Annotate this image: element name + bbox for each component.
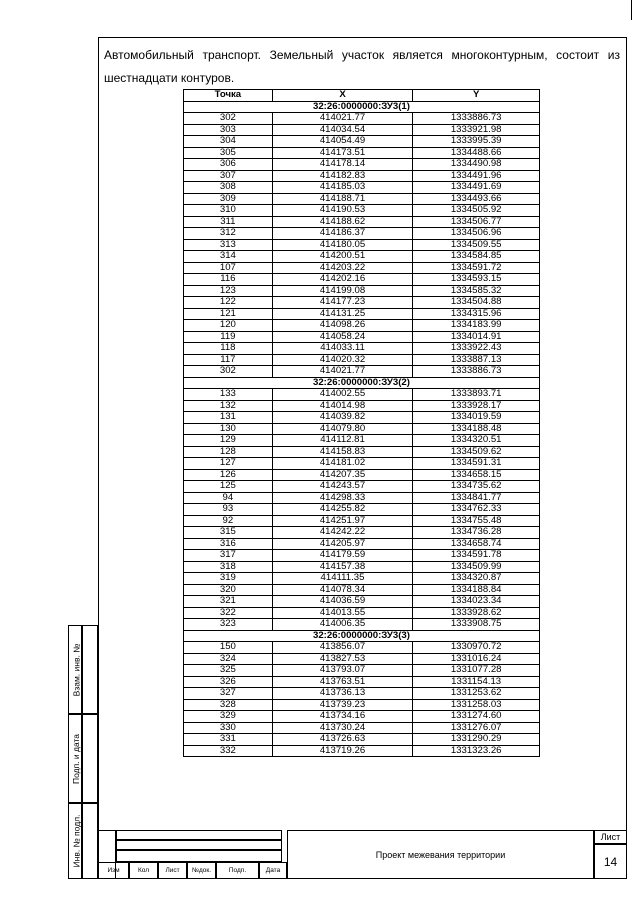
point-cell: 329 xyxy=(184,711,273,723)
table-row xyxy=(184,274,540,286)
point-cell: 331 xyxy=(184,734,273,746)
table-row xyxy=(184,251,540,263)
x-cell: 414298.33 xyxy=(272,492,413,504)
table-row xyxy=(184,596,540,608)
point-cell: 116 xyxy=(184,274,273,286)
point-cell: 129 xyxy=(184,435,273,447)
table-row xyxy=(184,722,540,734)
table-row xyxy=(184,515,540,527)
tb-label-izm: Изм xyxy=(98,862,129,879)
x-cell: 413730.24 xyxy=(272,722,413,734)
section-row xyxy=(184,101,540,113)
x-cell: 414021.77 xyxy=(272,113,413,125)
table-row xyxy=(184,527,540,539)
x-cell: 414182.83 xyxy=(272,170,413,182)
project-title: Проект межевания территории xyxy=(287,830,594,879)
point-cell: 327 xyxy=(184,688,273,700)
table-row xyxy=(184,331,540,343)
x-cell: 414111.35 xyxy=(272,573,413,585)
y-cell: 1331323.26 xyxy=(413,745,540,757)
table-row xyxy=(184,343,540,355)
x-cell: 413793.07 xyxy=(272,665,413,677)
header-point: Точка xyxy=(184,90,273,102)
x-cell: 414242.22 xyxy=(272,527,413,539)
x-cell: 414078.34 xyxy=(272,584,413,596)
tb-label-kol: Кол xyxy=(129,862,158,879)
table-row xyxy=(184,538,540,550)
y-cell: 1331253.62 xyxy=(413,688,540,700)
point-cell: 319 xyxy=(184,573,273,585)
x-cell: 413763.51 xyxy=(272,676,413,688)
point-cell: 302 xyxy=(184,113,273,125)
y-cell: 1334320.51 xyxy=(413,435,540,447)
point-cell: 322 xyxy=(184,607,273,619)
point-cell: 120 xyxy=(184,320,273,332)
point-cell: 310 xyxy=(184,205,273,217)
y-cell: 1334491.96 xyxy=(413,170,540,182)
x-cell: 414021.77 xyxy=(272,366,413,378)
table-row xyxy=(184,423,540,435)
point-cell: 325 xyxy=(184,665,273,677)
table-body xyxy=(184,101,540,757)
label-replace-inv: Взам. инв. № xyxy=(71,643,82,696)
x-cell: 414255.82 xyxy=(272,504,413,516)
y-cell: 1334841.77 xyxy=(413,492,540,504)
x-cell: 414173.51 xyxy=(272,147,413,159)
table-row xyxy=(184,239,540,251)
point-cell: 328 xyxy=(184,699,273,711)
x-cell: 414203.22 xyxy=(272,262,413,274)
x-cell: 414200.51 xyxy=(272,251,413,263)
x-cell: 414188.62 xyxy=(272,216,413,228)
table-row xyxy=(184,435,540,447)
x-cell: 414033.11 xyxy=(272,343,413,355)
intro-paragraph: Автомобильный транспорт. Земельный участок является многоконтурным, состоит из шестнадцати контуров. xyxy=(104,48,620,85)
header-x: X xyxy=(272,90,413,102)
table-row xyxy=(184,389,540,401)
stamp-cell-sign-date-value xyxy=(82,714,98,803)
y-cell: 1333908.75 xyxy=(413,619,540,631)
y-cell: 1334658.15 xyxy=(413,469,540,481)
y-cell: 1330970.72 xyxy=(413,642,540,654)
title-block xyxy=(98,830,627,879)
point-cell: 126 xyxy=(184,469,273,481)
x-cell: 414014.98 xyxy=(272,400,413,412)
y-cell: 1334023.34 xyxy=(413,596,540,608)
point-cell: 119 xyxy=(184,331,273,343)
table-row xyxy=(184,619,540,631)
x-cell: 413739.23 xyxy=(272,699,413,711)
point-cell: 305 xyxy=(184,147,273,159)
table-row xyxy=(184,412,540,424)
point-cell: 332 xyxy=(184,745,273,757)
y-cell: 1334585.32 xyxy=(413,285,540,297)
coordinates-table xyxy=(183,89,540,757)
y-cell: 1334019.59 xyxy=(413,412,540,424)
y-cell: 1334591.31 xyxy=(413,458,540,470)
point-cell: 125 xyxy=(184,481,273,493)
x-cell: 413726.63 xyxy=(272,734,413,746)
y-cell: 1334755.48 xyxy=(413,515,540,527)
table-row xyxy=(184,205,540,217)
y-cell: 1333928.17 xyxy=(413,400,540,412)
y-cell: 1334488.66 xyxy=(413,147,540,159)
point-cell: 330 xyxy=(184,722,273,734)
table-row xyxy=(184,228,540,240)
table-row xyxy=(184,147,540,159)
y-cell: 1334490.98 xyxy=(413,159,540,171)
x-cell: 414205.97 xyxy=(272,538,413,550)
x-cell: 414157.38 xyxy=(272,561,413,573)
table-row xyxy=(184,504,540,516)
x-cell: 414158.83 xyxy=(272,446,413,458)
point-cell: 318 xyxy=(184,561,273,573)
x-cell: 413719.26 xyxy=(272,745,413,757)
section-title: 32:26:0000000:ЗУ3(3) xyxy=(184,630,540,642)
x-cell: 413827.53 xyxy=(272,653,413,665)
tb-row-1 xyxy=(116,830,282,840)
table-row xyxy=(184,745,540,757)
point-cell: 312 xyxy=(184,228,273,240)
x-cell: 414054.49 xyxy=(272,136,413,148)
point-cell: 307 xyxy=(184,170,273,182)
x-cell: 414190.53 xyxy=(272,205,413,217)
point-cell: 303 xyxy=(184,124,273,136)
x-cell: 414188.71 xyxy=(272,193,413,205)
y-cell: 1333886.73 xyxy=(413,366,540,378)
table-row xyxy=(184,711,540,723)
point-cell: 123 xyxy=(184,285,273,297)
table-row xyxy=(184,113,540,125)
left-margin-stamp xyxy=(68,625,98,879)
table-row xyxy=(184,400,540,412)
header-y: Y xyxy=(413,90,540,102)
table-row xyxy=(184,136,540,148)
point-cell: 94 xyxy=(184,492,273,504)
section-title: 32:26:0000000:ЗУ3(1) xyxy=(184,101,540,113)
label-sign-date: Подп. и дата xyxy=(71,733,82,784)
label-original-inv: Инв. № подл. xyxy=(71,814,82,868)
x-cell: 414179.59 xyxy=(272,550,413,562)
y-cell: 1334491.69 xyxy=(413,182,540,194)
point-cell: 320 xyxy=(184,584,273,596)
table-row xyxy=(184,354,540,366)
x-cell: 414020.32 xyxy=(272,354,413,366)
x-cell: 414251.97 xyxy=(272,515,413,527)
x-cell: 414181.02 xyxy=(272,458,413,470)
x-cell: 414058.24 xyxy=(272,331,413,343)
table-row xyxy=(184,308,540,320)
x-cell: 413856.07 xyxy=(272,642,413,654)
margin-mark xyxy=(631,0,640,20)
y-cell: 1334506.77 xyxy=(413,216,540,228)
table-row xyxy=(184,182,540,194)
point-cell: 306 xyxy=(184,159,273,171)
point-cell: 316 xyxy=(184,538,273,550)
point-cell: 118 xyxy=(184,343,273,355)
table-row xyxy=(184,481,540,493)
table-row xyxy=(184,607,540,619)
x-cell: 414002.55 xyxy=(272,389,413,401)
y-cell: 1334505.92 xyxy=(413,205,540,217)
y-cell: 1334493.66 xyxy=(413,193,540,205)
y-cell: 1333928.62 xyxy=(413,607,540,619)
x-cell: 414207.35 xyxy=(272,469,413,481)
point-cell: 128 xyxy=(184,446,273,458)
table-row xyxy=(184,170,540,182)
table-row xyxy=(184,124,540,136)
table-row xyxy=(184,469,540,481)
y-cell: 1331154.13 xyxy=(413,676,540,688)
stamp-cell-replace xyxy=(68,625,82,714)
sheet-number: 14 xyxy=(594,844,627,879)
table-row xyxy=(184,584,540,596)
x-cell: 414177.23 xyxy=(272,297,413,309)
x-cell: 414036.59 xyxy=(272,596,413,608)
tb-row-2 xyxy=(116,840,282,850)
point-cell: 304 xyxy=(184,136,273,148)
table-row xyxy=(184,653,540,665)
table-row xyxy=(184,193,540,205)
x-cell: 414006.35 xyxy=(272,619,413,631)
point-cell: 302 xyxy=(184,366,273,378)
table-row xyxy=(184,216,540,228)
point-cell: 326 xyxy=(184,676,273,688)
point-cell: 122 xyxy=(184,297,273,309)
stamp-cell-sign-date xyxy=(68,714,82,803)
y-cell: 1331016.24 xyxy=(413,653,540,665)
table-row xyxy=(184,492,540,504)
y-cell: 1334584.85 xyxy=(413,251,540,263)
y-cell: 1331290.29 xyxy=(413,734,540,746)
x-cell: 414185.03 xyxy=(272,182,413,194)
y-cell: 1334736.28 xyxy=(413,527,540,539)
x-cell: 414202.16 xyxy=(272,274,413,286)
y-cell: 1334320.87 xyxy=(413,573,540,585)
y-cell: 1334591.72 xyxy=(413,262,540,274)
table-row xyxy=(184,458,540,470)
y-cell: 1334762.33 xyxy=(413,504,540,516)
tb-row-3 xyxy=(116,850,282,862)
y-cell: 1334315.96 xyxy=(413,308,540,320)
y-cell: 1334188.48 xyxy=(413,423,540,435)
x-cell: 413736.13 xyxy=(272,688,413,700)
y-cell: 1333995.39 xyxy=(413,136,540,148)
table-row xyxy=(184,550,540,562)
table-row xyxy=(184,642,540,654)
x-cell: 414186.37 xyxy=(272,228,413,240)
section-title: 32:26:0000000:ЗУ3(2) xyxy=(184,377,540,389)
y-cell: 1331274.60 xyxy=(413,711,540,723)
point-cell: 92 xyxy=(184,515,273,527)
sheet-label: Лист xyxy=(594,830,627,844)
x-cell: 414039.82 xyxy=(272,412,413,424)
table-row xyxy=(184,159,540,171)
y-cell: 1334593.15 xyxy=(413,274,540,286)
y-cell: 1334504.88 xyxy=(413,297,540,309)
x-cell: 414013.55 xyxy=(272,607,413,619)
table-row xyxy=(184,262,540,274)
point-cell: 117 xyxy=(184,354,273,366)
tb-label-list: Лист xyxy=(158,862,187,879)
x-cell: 414079.80 xyxy=(272,423,413,435)
section-row xyxy=(184,630,540,642)
y-cell: 1331077.28 xyxy=(413,665,540,677)
point-cell: 121 xyxy=(184,308,273,320)
point-cell: 308 xyxy=(184,182,273,194)
y-cell: 1334735.62 xyxy=(413,481,540,493)
table-row xyxy=(184,285,540,297)
stamp-cell-original-inv xyxy=(68,803,82,879)
x-cell: 414098.26 xyxy=(272,320,413,332)
point-cell: 314 xyxy=(184,251,273,263)
tb-label-doc: №док. xyxy=(187,862,216,879)
y-cell: 1331258.03 xyxy=(413,699,540,711)
y-cell: 1334509.55 xyxy=(413,239,540,251)
point-cell: 93 xyxy=(184,504,273,516)
y-cell: 1333922.43 xyxy=(413,343,540,355)
point-cell: 311 xyxy=(184,216,273,228)
table-row xyxy=(184,665,540,677)
y-cell: 1334014.91 xyxy=(413,331,540,343)
y-cell: 1333893.71 xyxy=(413,389,540,401)
y-cell: 1333886.73 xyxy=(413,113,540,125)
table-row xyxy=(184,366,540,378)
x-cell: 413734.16 xyxy=(272,711,413,723)
y-cell: 1334509.62 xyxy=(413,446,540,458)
table-row xyxy=(184,573,540,585)
point-cell: 131 xyxy=(184,412,273,424)
tb-label-sign: Подп. xyxy=(216,862,259,879)
section-row xyxy=(184,377,540,389)
point-cell: 317 xyxy=(184,550,273,562)
tb-label-date: Дата xyxy=(259,862,287,879)
table-row xyxy=(184,676,540,688)
point-cell: 150 xyxy=(184,642,273,654)
point-cell: 321 xyxy=(184,596,273,608)
point-cell: 323 xyxy=(184,619,273,631)
x-cell: 414112.81 xyxy=(272,435,413,447)
y-cell: 1334591.78 xyxy=(413,550,540,562)
table-row xyxy=(184,734,540,746)
y-cell: 1334658.74 xyxy=(413,538,540,550)
point-cell: 315 xyxy=(184,527,273,539)
point-cell: 130 xyxy=(184,423,273,435)
point-cell: 107 xyxy=(184,262,273,274)
x-cell: 414178.14 xyxy=(272,159,413,171)
y-cell: 1334509.99 xyxy=(413,561,540,573)
point-cell: 313 xyxy=(184,239,273,251)
point-cell: 127 xyxy=(184,458,273,470)
y-cell: 1334183.99 xyxy=(413,320,540,332)
table-row xyxy=(184,561,540,573)
x-cell: 414180.05 xyxy=(272,239,413,251)
y-cell: 1333921.98 xyxy=(413,124,540,136)
y-cell: 1334506.96 xyxy=(413,228,540,240)
point-cell: 309 xyxy=(184,193,273,205)
table-row xyxy=(184,699,540,711)
point-cell: 133 xyxy=(184,389,273,401)
table-header-row xyxy=(184,90,540,102)
y-cell: 1333887.13 xyxy=(413,354,540,366)
table-row xyxy=(184,297,540,309)
point-cell: 132 xyxy=(184,400,273,412)
table-row xyxy=(184,446,540,458)
x-cell: 414243.57 xyxy=(272,481,413,493)
point-cell: 324 xyxy=(184,653,273,665)
y-cell: 1331276.07 xyxy=(413,722,540,734)
stamp-cell-replace-value xyxy=(82,625,98,714)
x-cell: 414199.08 xyxy=(272,285,413,297)
x-cell: 414034.54 xyxy=(272,124,413,136)
y-cell: 1334188.84 xyxy=(413,584,540,596)
table-row xyxy=(184,320,540,332)
stamp-cell-original-inv-value xyxy=(82,803,98,879)
x-cell: 414131.25 xyxy=(272,308,413,320)
table-row xyxy=(184,688,540,700)
